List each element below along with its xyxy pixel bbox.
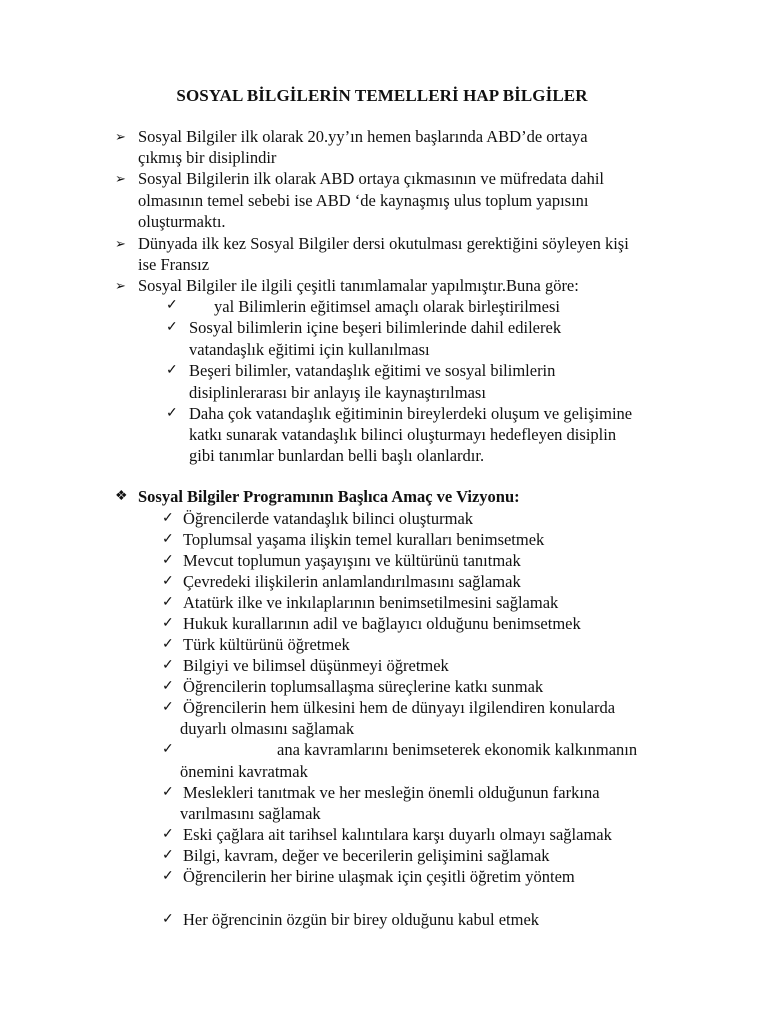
check-bullet-icon: ✓ (162, 869, 174, 884)
check-bullet-icon: ✓ (162, 658, 174, 673)
definition-line: vatandaşlık eğitimi için kullanılması (189, 340, 430, 359)
check-bullet-icon: ✓ (162, 532, 174, 547)
section-heading: Sosyal Bilgiler Programının Başlıca Amaç ve Vizyonu: (138, 487, 520, 506)
goal-line: Öğrencilerin her birine ulaşmak için çeşitli öğretim yöntem (183, 867, 575, 886)
definition-line: gibi tanımlar bunlardan belli başlı olanlardır. (189, 446, 485, 465)
definition-line: Daha çok vatandaşlık eğitiminin bireylerdeki oluşum ve gelişimine (189, 404, 633, 423)
goal-line: Çevredeki ilişkilerin anlamlandırılmasını sağlamak (183, 572, 521, 591)
goal-line: Meslekleri tanıtmak ve her mesleğin önemli olduğunun farkına (183, 783, 600, 802)
check-bullet-icon: ✓ (162, 827, 174, 842)
goal-line: Mevcut toplumun yaşayışını ve kültürünü tanıtmak (183, 551, 521, 570)
goal-line: Toplumsal yaşama ilişkin temel kuralları benimsetmek (183, 530, 545, 549)
check-bullet-icon: ✓ (162, 912, 174, 927)
check-bullet-icon: ✓ (166, 320, 178, 335)
check-bullet-icon: ✓ (166, 298, 178, 313)
goal-line: Öğrencilerde vatandaşlık bilinci oluşturmak (183, 509, 474, 528)
intro-item-line: olmasının temel sebebi ise ABD ‘de kaynaşmış ulus toplum yapısını (138, 191, 589, 210)
arrow-bullet-icon: ➢ (115, 278, 126, 293)
goal-line: Atatürk ilke ve inkılaplarının benimsetilmesini sağlamak (183, 593, 559, 612)
check-bullet-icon: ✓ (162, 574, 174, 589)
intro-item-line: ise Fransız (138, 255, 210, 274)
arrow-bullet-icon: ➢ (115, 236, 126, 251)
intro-item-line: Sosyal Bilgilerin ilk olarak ABD ortaya çıkmasının ve müfredata dahil (138, 169, 605, 188)
goal-line: Bilgi, kavram, değer ve becerilerin gelişimini sağlamak (183, 846, 550, 865)
definition-line: yal Bilimlerin eğitimsel amaçlı olarak birleştirilmesi (214, 297, 560, 316)
check-bullet-icon: ✓ (162, 742, 174, 757)
intro-item-line: oluşturmaktı. (138, 212, 226, 231)
goal-line: Eski çağlara ait tarihsel kalıntılara karşı duyarlı olmayı sağlamak (183, 825, 612, 844)
definition-line: Sosyal bilimlerin içine beşeri bilimlerinde dahil edilerek (189, 318, 562, 337)
check-bullet-icon: ✓ (162, 848, 174, 863)
arrow-bullet-icon: ➢ (115, 171, 126, 186)
goal-line: Öğrencilerin toplumsallaşma süreçlerine katkı sunmak (183, 677, 544, 696)
definition-line: katkı sunarak vatandaşlık bilinci oluşturmayı hedefleyen disiplin (189, 425, 617, 444)
arrow-bullet-icon: ➢ (115, 129, 126, 144)
intro-item-line: Dünyada ilk kez Sosyal Bilgiler dersi okutulması gerektiğini söyleyen kişi (138, 234, 629, 253)
check-bullet-icon: ✓ (166, 363, 178, 378)
check-bullet-icon: ✓ (162, 553, 174, 568)
diamond-bullet-icon: ❖ (115, 489, 128, 504)
check-bullet-icon: ✓ (162, 595, 174, 610)
goal-line: duyarlı olmasını sağlamak (180, 719, 355, 738)
goal-line: Her öğrencinin özgün bir birey olduğunu kabul etmek (183, 910, 540, 929)
page-title: SOSYAL BİLGİLERİN TEMELLERİ HAP BİLGİLER (176, 86, 588, 105)
intro-item-line: çıkmış bir disiplindir (138, 148, 277, 167)
goal-line: Öğrencilerin hem ülkesini hem de dünyayı ilgilendiren konularda (183, 698, 616, 717)
goal-line: önemini kavratmak (180, 762, 308, 781)
goal-line: Türk kültürünü öğretmek (183, 635, 350, 654)
goal-line: varılmasını sağlamak (180, 804, 321, 823)
check-bullet-icon: ✓ (162, 637, 174, 652)
goal-line: ana kavramlarını benimseterek ekonomik kalkınmanın (277, 740, 638, 759)
check-bullet-icon: ✓ (166, 406, 178, 421)
check-bullet-icon: ✓ (162, 616, 174, 631)
goal-line: Hukuk kurallarının adil ve bağlayıcı olduğunu benimsetmek (183, 614, 581, 633)
intro-item-line: Sosyal Bilgiler ile ilgili çeşitli tanımlamalar yapılmıştır.Buna göre: (138, 276, 579, 295)
goal-line: Bilgiyi ve bilimsel düşünmeyi öğretmek (183, 656, 449, 675)
check-bullet-icon: ✓ (162, 511, 174, 526)
definition-line: Beşeri bilimler, vatandaşlık eğitimi ve sosyal bilimlerin (189, 361, 556, 380)
check-bullet-icon: ✓ (162, 700, 174, 715)
intro-item-line: Sosyal Bilgiler ilk olarak 20.yy’ın hemen başlarında ABD’de ortaya (138, 127, 588, 146)
check-bullet-icon: ✓ (162, 785, 174, 800)
check-bullet-icon: ✓ (162, 679, 174, 694)
definition-line: disiplinlerarası bir anlayış ile kaynaştırılması (189, 383, 486, 402)
